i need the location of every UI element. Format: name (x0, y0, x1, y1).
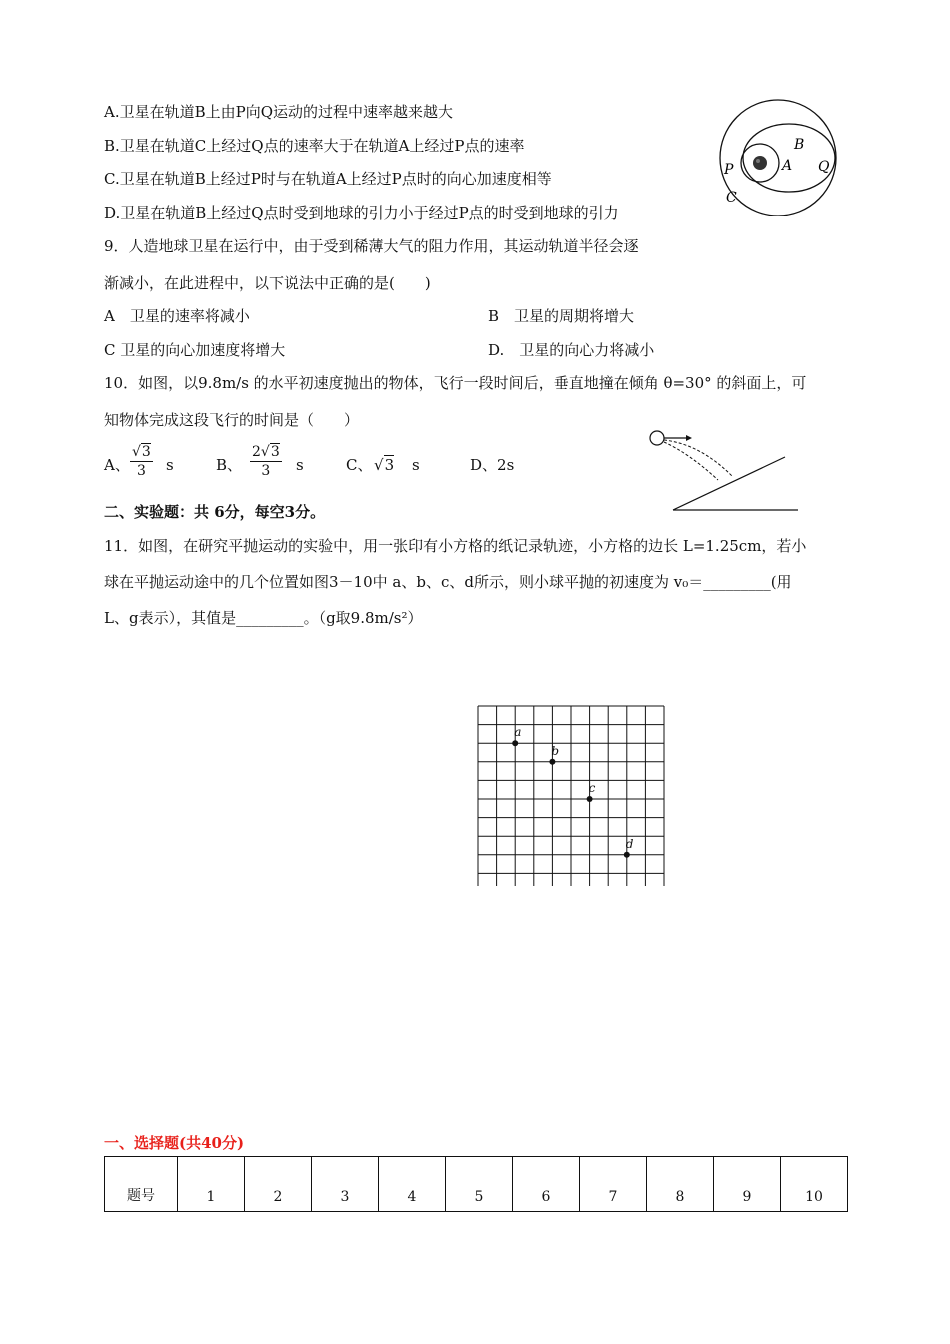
q10-option-b-unit: s (296, 456, 304, 474)
answer-cell-number: 4 (379, 1157, 446, 1212)
q10-option-c-radicand: 3 (384, 456, 395, 474)
answer-cell-number: 3 (312, 1157, 379, 1212)
answer-cell-number: 10 (781, 1157, 848, 1212)
answer-row-label: 题号 (105, 1157, 178, 1212)
q8-option-c: C.卫星在轨道B上经过P时与在轨道A上经过P点时的向心加速度相等 (104, 170, 552, 188)
q10-option-a-denominator: 3 (136, 463, 146, 479)
q10-option-c-value: √3 (374, 456, 395, 474)
q10-option-c-unit: s (412, 456, 420, 474)
q10-option-c-label: C、 (346, 456, 373, 474)
answer-cell-number: 7 (580, 1157, 647, 1212)
q10-stem-line2: 知物体完成这段飞行的时间是（ ） (104, 411, 360, 429)
grid-point-c (587, 796, 593, 802)
q10-option-b-coefficient: 2 (252, 444, 261, 460)
q11-line1: 11．如图，在研究平抛运动的实验中，用一张印有小方格的纸记录轨迹，小方格的边长 L=1.25cm，若小 (104, 537, 807, 555)
answer-table (104, 1156, 848, 1212)
q10-option-b-denominator: 3 (261, 463, 271, 479)
q11-line3: L、g表示），其值是_________。（g取9.8m/s²） (104, 609, 423, 627)
grid-point-label: d (625, 836, 634, 851)
q10-option-a-unit: s (166, 456, 174, 474)
section-2-heading: 二、实验题：共 6分，每空3分。 (104, 503, 326, 521)
answer-cell-number: 6 (513, 1157, 580, 1212)
grid-point-d (624, 852, 630, 858)
q11-line2: 球在平抛运动途中的几个位置如图3－10中 a、b、c、d所示，则小球平抛的初速度为 v₀＝_________(用 (104, 573, 792, 591)
grid-diagram (470, 700, 670, 886)
grid-point-b (549, 759, 555, 765)
q9-option-a: A 卫星的速率将减小 (104, 307, 250, 325)
q9-option-b: B 卫星的周期将增大 (488, 307, 635, 325)
answer-cell-number: 2 (245, 1157, 312, 1212)
answer-section-heading: 一、选择题(共40分) (104, 1134, 245, 1152)
incline-diagram (640, 424, 810, 516)
q10-option-b-label: B、 (216, 456, 243, 474)
grid-point-label: b (551, 743, 560, 758)
answer-cell-number: 5 (446, 1157, 513, 1212)
trajectory-upper (664, 440, 732, 476)
q10-option-a-label: A、 (104, 456, 130, 474)
answer-table-row (105, 1157, 848, 1212)
q9-option-d: D. 卫星的向心力将减小 (488, 341, 655, 359)
incline-line (673, 457, 785, 510)
answer-cell-number: 1 (178, 1157, 245, 1212)
q9-stem-line2: 渐减小，在此进程中，以下说法中正确的是( ) (104, 274, 431, 292)
answer-cell-number: 9 (714, 1157, 781, 1212)
ball-icon (650, 431, 664, 445)
trajectory-lower (664, 442, 718, 480)
arrowhead-icon (686, 435, 692, 441)
q8-option-a: A.卫星在轨道B上由P向Q运动的过程中速率越来越大 (104, 103, 454, 121)
q10-option-b-fraction: 2√3 3 (252, 444, 280, 479)
orbit-label-q: Q (818, 159, 830, 175)
grid-point-label: a (514, 725, 522, 740)
grid-point-a (512, 740, 518, 746)
earth-icon (753, 156, 767, 170)
q10-option-a-fraction: √3 3 (132, 444, 151, 479)
q10-option-b-numerator: 3 (270, 444, 280, 460)
q8-option-d: D.卫星在轨道B上经过Q点时受到地球的引力小于经过P点的时受到地球的引力 (104, 204, 619, 222)
q9-stem-line1: 9．人造地球卫星在运行中，由于受到稀薄大气的阻力作用，其运动轨道半径会逐 (104, 237, 639, 255)
orbit-label-c: C (726, 190, 737, 206)
answer-cell-number: 8 (647, 1157, 714, 1212)
orbit-diagram (708, 96, 848, 216)
q9-option-c: C 卫星的向心加速度将增大 (104, 341, 286, 359)
q8-option-b: B.卫星在轨道C上经过Q点的速率大于在轨道A上经过P点的速率 (104, 137, 525, 155)
q10-option-a-numerator: 3 (141, 444, 151, 460)
q10-stem-line1: 10．如图，以9.8m/s 的水平初速度抛出的物体，飞行一段时间后，垂直地撞在倾角 θ=30° 的斜面上，可 (104, 374, 807, 392)
grid-point-label: c (588, 781, 596, 795)
orbit-label-a: A (782, 158, 793, 174)
orbit-label-b: B (794, 137, 805, 153)
orbit-label-p: P (724, 162, 734, 178)
q10-option-d: D、2s (470, 456, 515, 474)
